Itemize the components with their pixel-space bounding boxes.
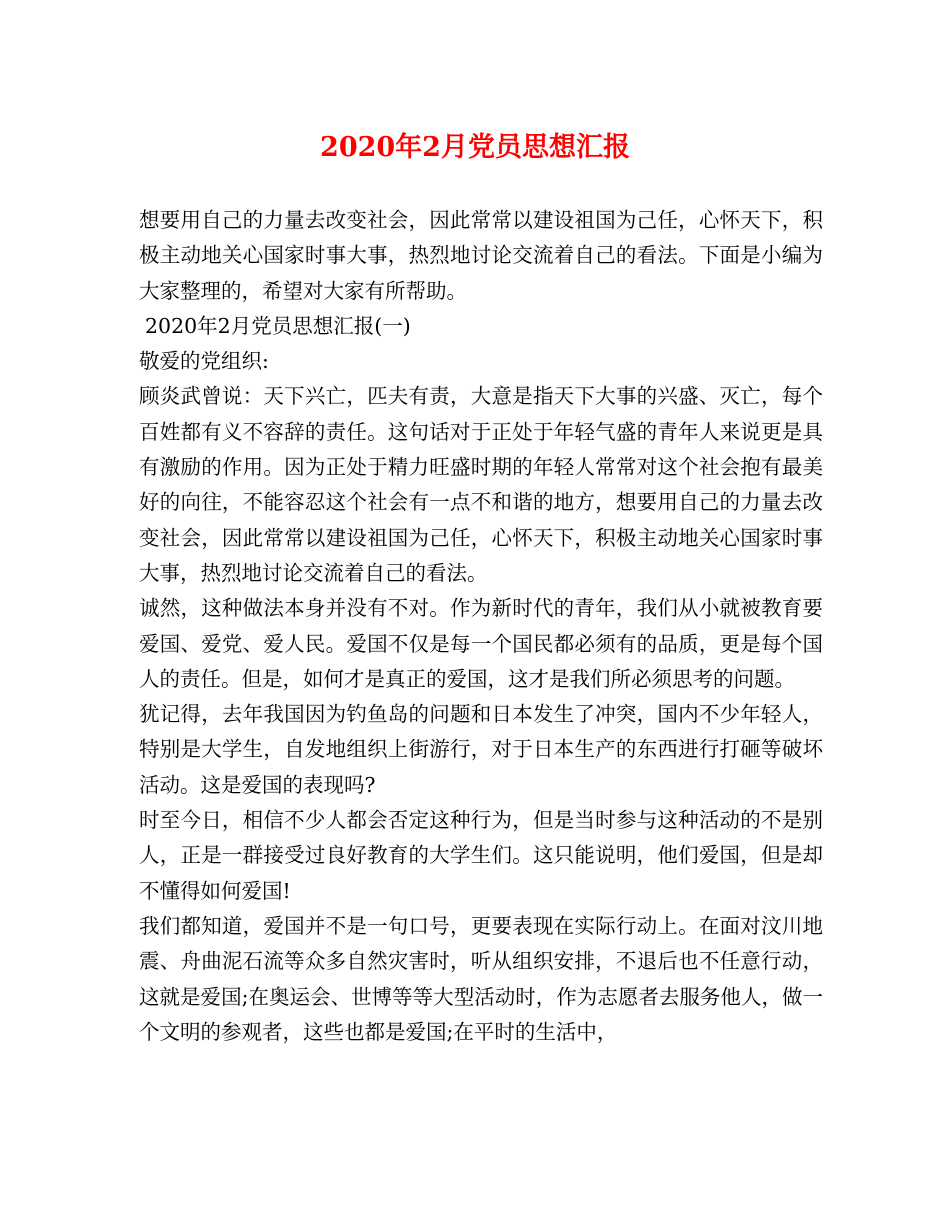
salutation: 敬爱的党组织: [139, 349, 269, 374]
body-paragraph: 诚然，这种做法本身并没有不对。作为新时代的青年，我们从小就被教育要爱国、爱党、爱人民。爱国不仅是每一个国民都必须有的品质，更是每个国人的责任。但是，如何才是真正的爱国，这才是我们所必须思考的问题。 [139, 596, 823, 691]
section-heading: 2020年2月党员思想汇报(一) [145, 313, 411, 338]
body-paragraph: 我们都知道，爱国并不是一句口号，更要表现在实际行动上。在面对汶川地震、舟曲泥石流等众多自然灾害时，听从组织安排，不退后也不任意行动，这就是爱国;在奥运会、世博等等大型活动时，作为志愿者去服务他人，做一个文明的参观者，这些也都是爱国;在平时的生活中， [139, 913, 823, 1044]
document-title: 2020年2月党员思想汇报 [320, 132, 630, 163]
body-paragraph: 犹记得，去年我国因为钓鱼岛的问题和日本发生了冲突，国内不少年轻人，特别是大学生，自发地组织上街游行，对于日本生产的东西进行打砸等破坏活动。这是爱国的表现吗? [139, 702, 823, 797]
document-body [139, 203, 823, 1050]
body-paragraph: 顾炎武曾说：天下兴亡，匹夫有责，大意是指天下大事的兴盛、灭亡，每个百姓都有义不容辞的责任。这句话对于正处于年轻气盛的青年人来说更是具有激励的作用。因为正处于精力旺盛时期的年轻人常常对这个社会抱有最美好的向往，不能容忍这个社会有一点不和谐的地方，想要用自己的力量去改变社会，因此常常以建设祖国为己任，心怀天下，积极主动地关心国家时事大事，热烈地讨论交流着自己的看法。 [139, 384, 823, 585]
intro-paragraph: 想要用自己的力量去改变社会，因此常常以建设祖国为己任，心怀天下，积极主动地关心国家时事大事，热烈地讨论交流着自己的看法。下面是小编为大家整理的，希望对大家有所帮助。 [139, 208, 823, 303]
body-paragraph: 时至今日，相信不少人都会否定这种行为，但是当时参与这种活动的不是别人，正是一群接受过良好教育的大学生们。这只能说明，他们爱国，但是却不懂得如何爱国! [139, 808, 823, 903]
